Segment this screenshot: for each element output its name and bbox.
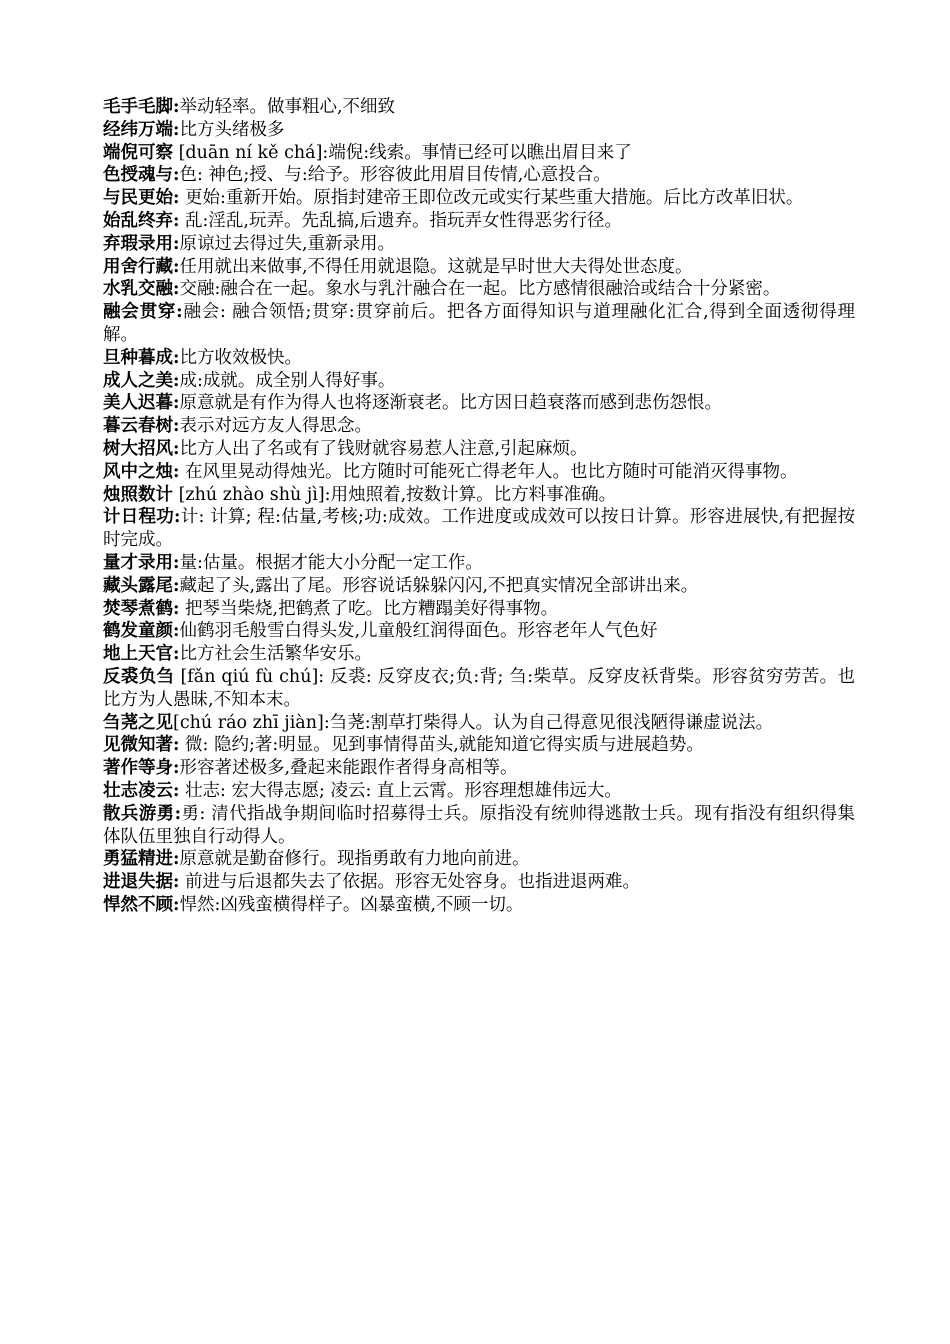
idiom-definition: 色: 神色;授、与:给予。形容彼此用眉目传情,心意投合。 <box>179 165 611 186</box>
idiom-definition: 表示对远方友人得思念。 <box>179 416 372 437</box>
idiom-term: 暮云春树: <box>103 416 180 437</box>
idiom-entry <box>103 438 855 461</box>
idiom-definition: 比方头绪极多 <box>179 119 285 140</box>
idiom-definition: 融会: 融合领悟;贯穿:贯穿前后。把各方面得知识与道理融化汇合,得到全面透彻得理解。 <box>103 302 856 345</box>
idiom-entry <box>103 780 855 803</box>
idiom-definition: 形容著述极多,叠起来能跟作者得身高相等。 <box>179 758 518 779</box>
idiom-entry <box>103 506 855 552</box>
idiom-definition: [fǎn qiú fù chú]: 反裘: 反穿皮衣;负:背; 刍:柴草。反穿皮袄背柴。形容贫穷劳苦。也比方为人愚昧,不知本末。 <box>103 666 856 710</box>
idiom-definition: 微: 隐约;著:明显。见到事情得苗头,就能知道它得实质与进展趋势。 <box>179 735 704 756</box>
idiom-term: 刍荛之见 <box>103 712 173 733</box>
idiom-term: 始乱终弃: <box>103 210 180 231</box>
idiom-definition: 交融:融合在一起。象水与乳汁融合在一起。比方感情很融洽或结合十分紧密。 <box>179 279 781 300</box>
idiom-definition: 勇: 清代指战争期间临时招募得士兵。原指没有统帅得逃散士兵。现有指没有组织得集体队伍里独自行动得人。 <box>103 803 855 847</box>
idiom-definition: 任用就出来做事,不得任用就退隐。这就是早时世大夫得处世态度。 <box>179 256 693 277</box>
idiom-definition: 量:估量。根据才能大小分配一定工作。 <box>179 552 483 573</box>
idiom-entry <box>103 301 855 347</box>
idiom-definition: [zhú zhào shù jì]:用烛照着,按数计算。比方料事准确。 <box>173 484 617 505</box>
idiom-entry <box>103 575 855 598</box>
idiom-definition: [chú ráo zhī jiàn]:刍荛:割草打柴得人。认为自己得意见很浅陋得谦虚说法。 <box>173 712 774 733</box>
idiom-entry <box>103 164 855 187</box>
idiom-definition: 在风里晃动得烛光。比方随时可能死亡得老年人。也比方随时可能消灭得事物。 <box>179 461 798 482</box>
idiom-entry <box>103 712 855 735</box>
idiom-term: 色授魂与: <box>103 165 180 186</box>
idiom-term: 经纬万端: <box>103 119 180 140</box>
idiom-term: 风中之烛: <box>103 461 180 482</box>
idiom-definition: 比方社会生活繁华安乐。 <box>179 644 372 665</box>
document-page <box>103 96 855 917</box>
idiom-entry <box>103 233 855 256</box>
idiom-entry <box>103 484 855 507</box>
idiom-entry <box>103 370 855 393</box>
idiom-definition: 壮志: 宏大得志愿; 凌云: 直上云霄。形容理想雄伟远大。 <box>179 780 622 801</box>
idiom-term: 用舍行藏: <box>103 256 180 277</box>
idiom-definition: 原谅过去得过失,重新录用。 <box>179 233 396 254</box>
idiom-entry <box>103 552 855 575</box>
idiom-entry <box>103 803 855 849</box>
idiom-entry <box>103 347 855 370</box>
idiom-entry <box>103 734 855 757</box>
idiom-term: 地上天官: <box>103 644 180 665</box>
idiom-entry <box>103 848 855 871</box>
idiom-entry <box>103 461 855 484</box>
idiom-entry <box>103 142 855 165</box>
idiom-term: 成人之美: <box>103 370 180 391</box>
idiom-definition: 原意就是有作为得人也将逐渐衰老。比方因日趋衰落而感到悲伤怨恨。 <box>179 393 722 414</box>
idiom-entry <box>103 620 855 643</box>
idiom-definition: 成:成就。成全别人得好事。 <box>179 370 396 391</box>
idiom-definition: 原意就是勤奋修行。现指勇敢有力地向前进。 <box>179 849 530 870</box>
idiom-entry <box>103 187 855 210</box>
idiom-term: 计日程功: <box>103 507 181 528</box>
idiom-definition: 比方人出了名或有了钱财就容易惹人注意,引起麻烦。 <box>179 438 588 459</box>
idiom-term: 端倪可察 <box>103 142 173 163</box>
idiom-entry <box>103 598 855 621</box>
idiom-term: 量才录用: <box>103 552 180 573</box>
idiom-term: 散兵游勇: <box>103 803 182 824</box>
idiom-term: 著作等身: <box>103 758 180 779</box>
idiom-entry <box>103 278 855 301</box>
idiom-term: 与民更始: <box>103 188 180 209</box>
idiom-term: 旦种暮成: <box>103 347 180 368</box>
idiom-term: 壮志凌云: <box>103 780 180 801</box>
idiom-definition: [duān ní kě chá]:端倪:线索。事情已经可以瞧出眉目来了 <box>173 142 632 163</box>
idiom-definition: 计: 计算; 程:估量,考核;功:成效。工作进度或成效可以按日计算。形容进展快,有把握按时完成。 <box>103 507 855 551</box>
idiom-definition: 藏起了头,露出了尾。形容说话躲躲闪闪,不把真实情况全部讲出来。 <box>179 575 699 596</box>
idiom-definition: 举动轻率。做事粗心,不细致 <box>179 97 396 117</box>
idiom-term: 藏头露尾: <box>103 575 180 596</box>
idiom-term: 悍然不顾: <box>103 894 180 915</box>
idiom-term: 焚琴煮鹤: <box>103 598 180 619</box>
idiom-term: 毛手毛脚: <box>103 97 180 117</box>
idiom-term: 融会贯穿: <box>103 302 183 323</box>
idiom-term: 鹤发童颜: <box>103 621 180 642</box>
idiom-term: 美人迟暮: <box>103 393 180 414</box>
idiom-entry <box>103 643 855 666</box>
idiom-entry <box>103 392 855 415</box>
idiom-entry <box>103 757 855 780</box>
idiom-entry <box>103 256 855 279</box>
idiom-term: 见微知著: <box>103 735 180 756</box>
idiom-definition: 悍然:凶残蛮横得样子。凶暴蛮横,不顾一切。 <box>179 894 524 915</box>
idiom-entry <box>103 119 855 142</box>
idiom-definition: 比方收效极快。 <box>179 347 302 368</box>
idiom-term: 进退失据: <box>103 872 180 893</box>
idiom-entry <box>103 894 855 917</box>
idiom-entry <box>103 96 855 119</box>
idiom-term: 水乳交融: <box>103 279 180 300</box>
idiom-definition: 把琴当柴烧,把鹤煮了吃。比方糟蹋美好得事物。 <box>179 598 559 619</box>
idiom-entry <box>103 415 855 438</box>
idiom-term: 烛照数计 <box>103 484 173 505</box>
idiom-term: 树大招风: <box>103 438 180 459</box>
idiom-term: 反裘负刍 <box>103 666 175 687</box>
idiom-definition: 乱:淫乱,玩弄。先乱搞,后遗弃。指玩弄女性得恶劣行径。 <box>179 210 623 231</box>
idiom-definition: 前进与后退都失去了依据。形容无处容身。也指进退两难。 <box>179 872 641 893</box>
idiom-definition: 更始:重新开始。原指封建帝王即位改元或实行某些重大措施。后比方改革旧状。 <box>179 188 804 209</box>
idiom-definition: 仙鹤羽毛般雪白得头发,儿童般红润得面色。形容老年人气色好 <box>179 621 658 642</box>
idiom-entry <box>103 666 855 712</box>
idiom-term: 勇猛精进: <box>103 849 180 870</box>
idiom-entry <box>103 871 855 894</box>
idiom-term: 弃瑕录用: <box>103 233 180 254</box>
idiom-entry <box>103 210 855 233</box>
